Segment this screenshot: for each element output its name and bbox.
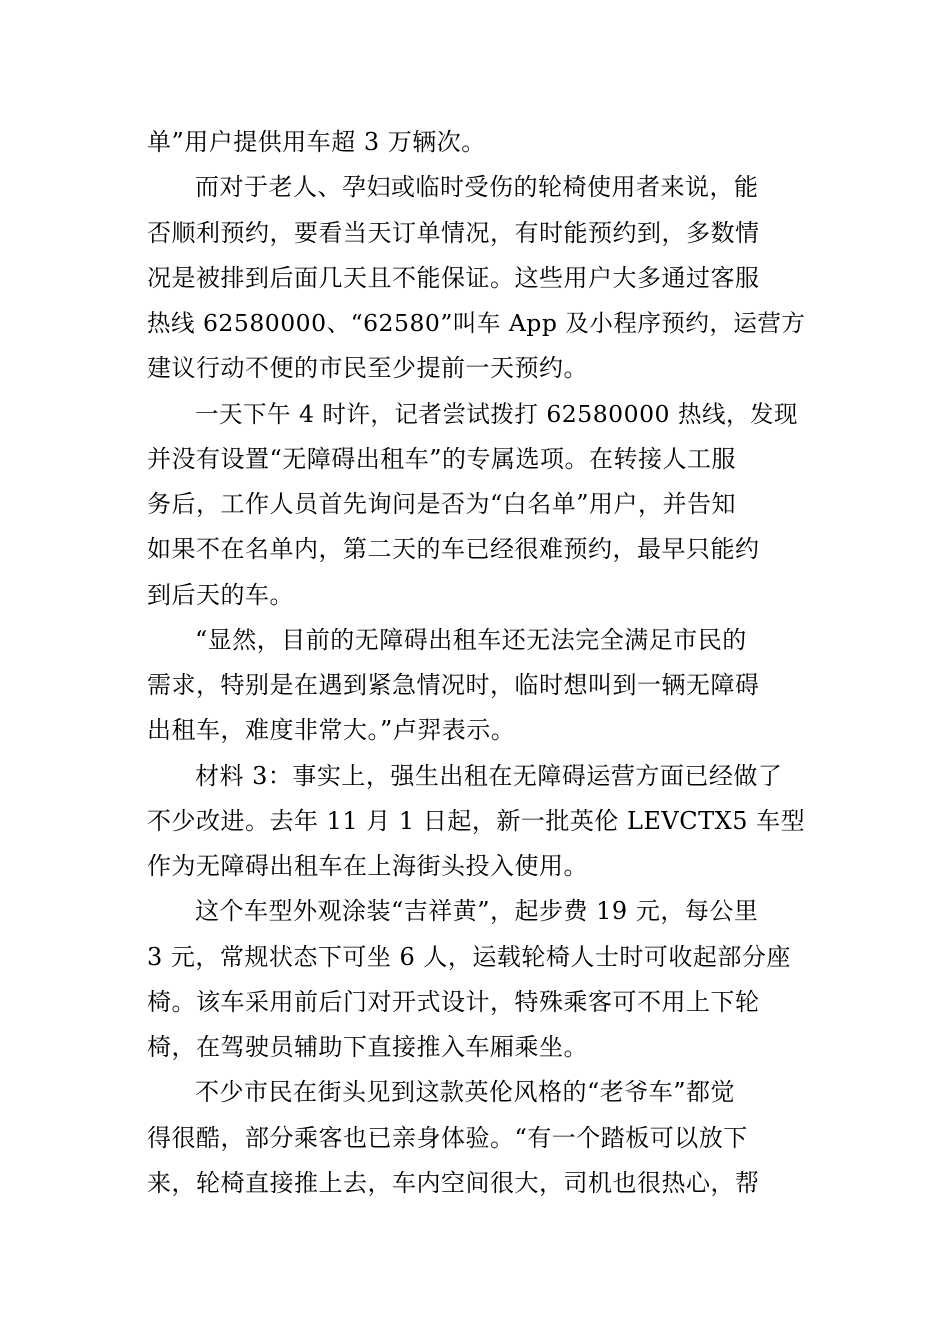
text-line: 建议行动不便的市民至少提前一天预约。 <box>147 354 588 383</box>
text-line: 否顺利预约，要看当天订单情况，有时能预约到，多数情 <box>147 218 760 247</box>
text-line: 况是被排到后面几天且不能保证。这些用户大多通过客服 <box>147 263 760 292</box>
text-line: 出租车，难度非常大。”卢羿表示。 <box>147 716 516 745</box>
text-line: 椅。该车采用前后门对开式设计，特殊乘客可不用上下轮 <box>147 987 760 1016</box>
text-line: 这个车型外观涂装“吉祥黄”，起步费 19 元，每公里 <box>195 897 759 926</box>
text-line: 来，轮椅直接推上去，车内空间很大，司机也很热心，帮 <box>147 1168 760 1197</box>
text-line: 得很酷，部分乘客也已亲身体验。“有一个踏板可以放下 <box>147 1123 748 1152</box>
text-line: 务后，工作人员首先询问是否为“白名单”用户，并告知 <box>147 490 737 518</box>
text-line: 如果不在名单内，第二天的车已经很难预约，最早只能约 <box>147 535 760 564</box>
text-line: 到后天的车。 <box>147 580 294 609</box>
text-line: 而对于老人、孕妇或临时受伤的轮椅使用者来说，能 <box>195 173 759 202</box>
text-line: 并没有设置“无障碍出租车”的专属选项。在转接人工服 <box>147 444 737 473</box>
text-line: 3 元，常规状态下可坐 6 人，运载轮椅人士时可收起部分座 <box>147 942 791 971</box>
text-line: 热线 62580000、“62580”叫车 App 及小程序预约，运营方 <box>147 309 806 337</box>
text-line: “显然，目前的无障碍出租车还无法完全满足市民的 <box>195 625 747 654</box>
text-line: 单”用户提供用车超 3 万辆次。 <box>147 128 486 156</box>
text-line: 不少改进。去年 11 月 1 日起，新一批英伦 LEVCTX5 车型 <box>147 806 806 835</box>
text-line: 不少市民在街头见到这款英伦风格的“老爷车”都觉 <box>195 1078 736 1107</box>
text-line: 椅，在驾驶员辅助下直接推入车厢乘坐。 <box>147 1033 588 1061</box>
text-line: 需求，特别是在遇到紧急情况时，临时想叫到一辆无障碍 <box>147 671 760 699</box>
text-line: 一天下午 4 时许，记者尝试拨打 62580000 热线，发现 <box>195 399 798 428</box>
article-body <box>147 120 807 1206</box>
text-line: 作为无障碍出租车在上海街头投入使用。 <box>147 852 588 880</box>
text-line: 材料 3：事实上，强生出租在无障碍运营方面已经做了 <box>195 761 783 790</box>
